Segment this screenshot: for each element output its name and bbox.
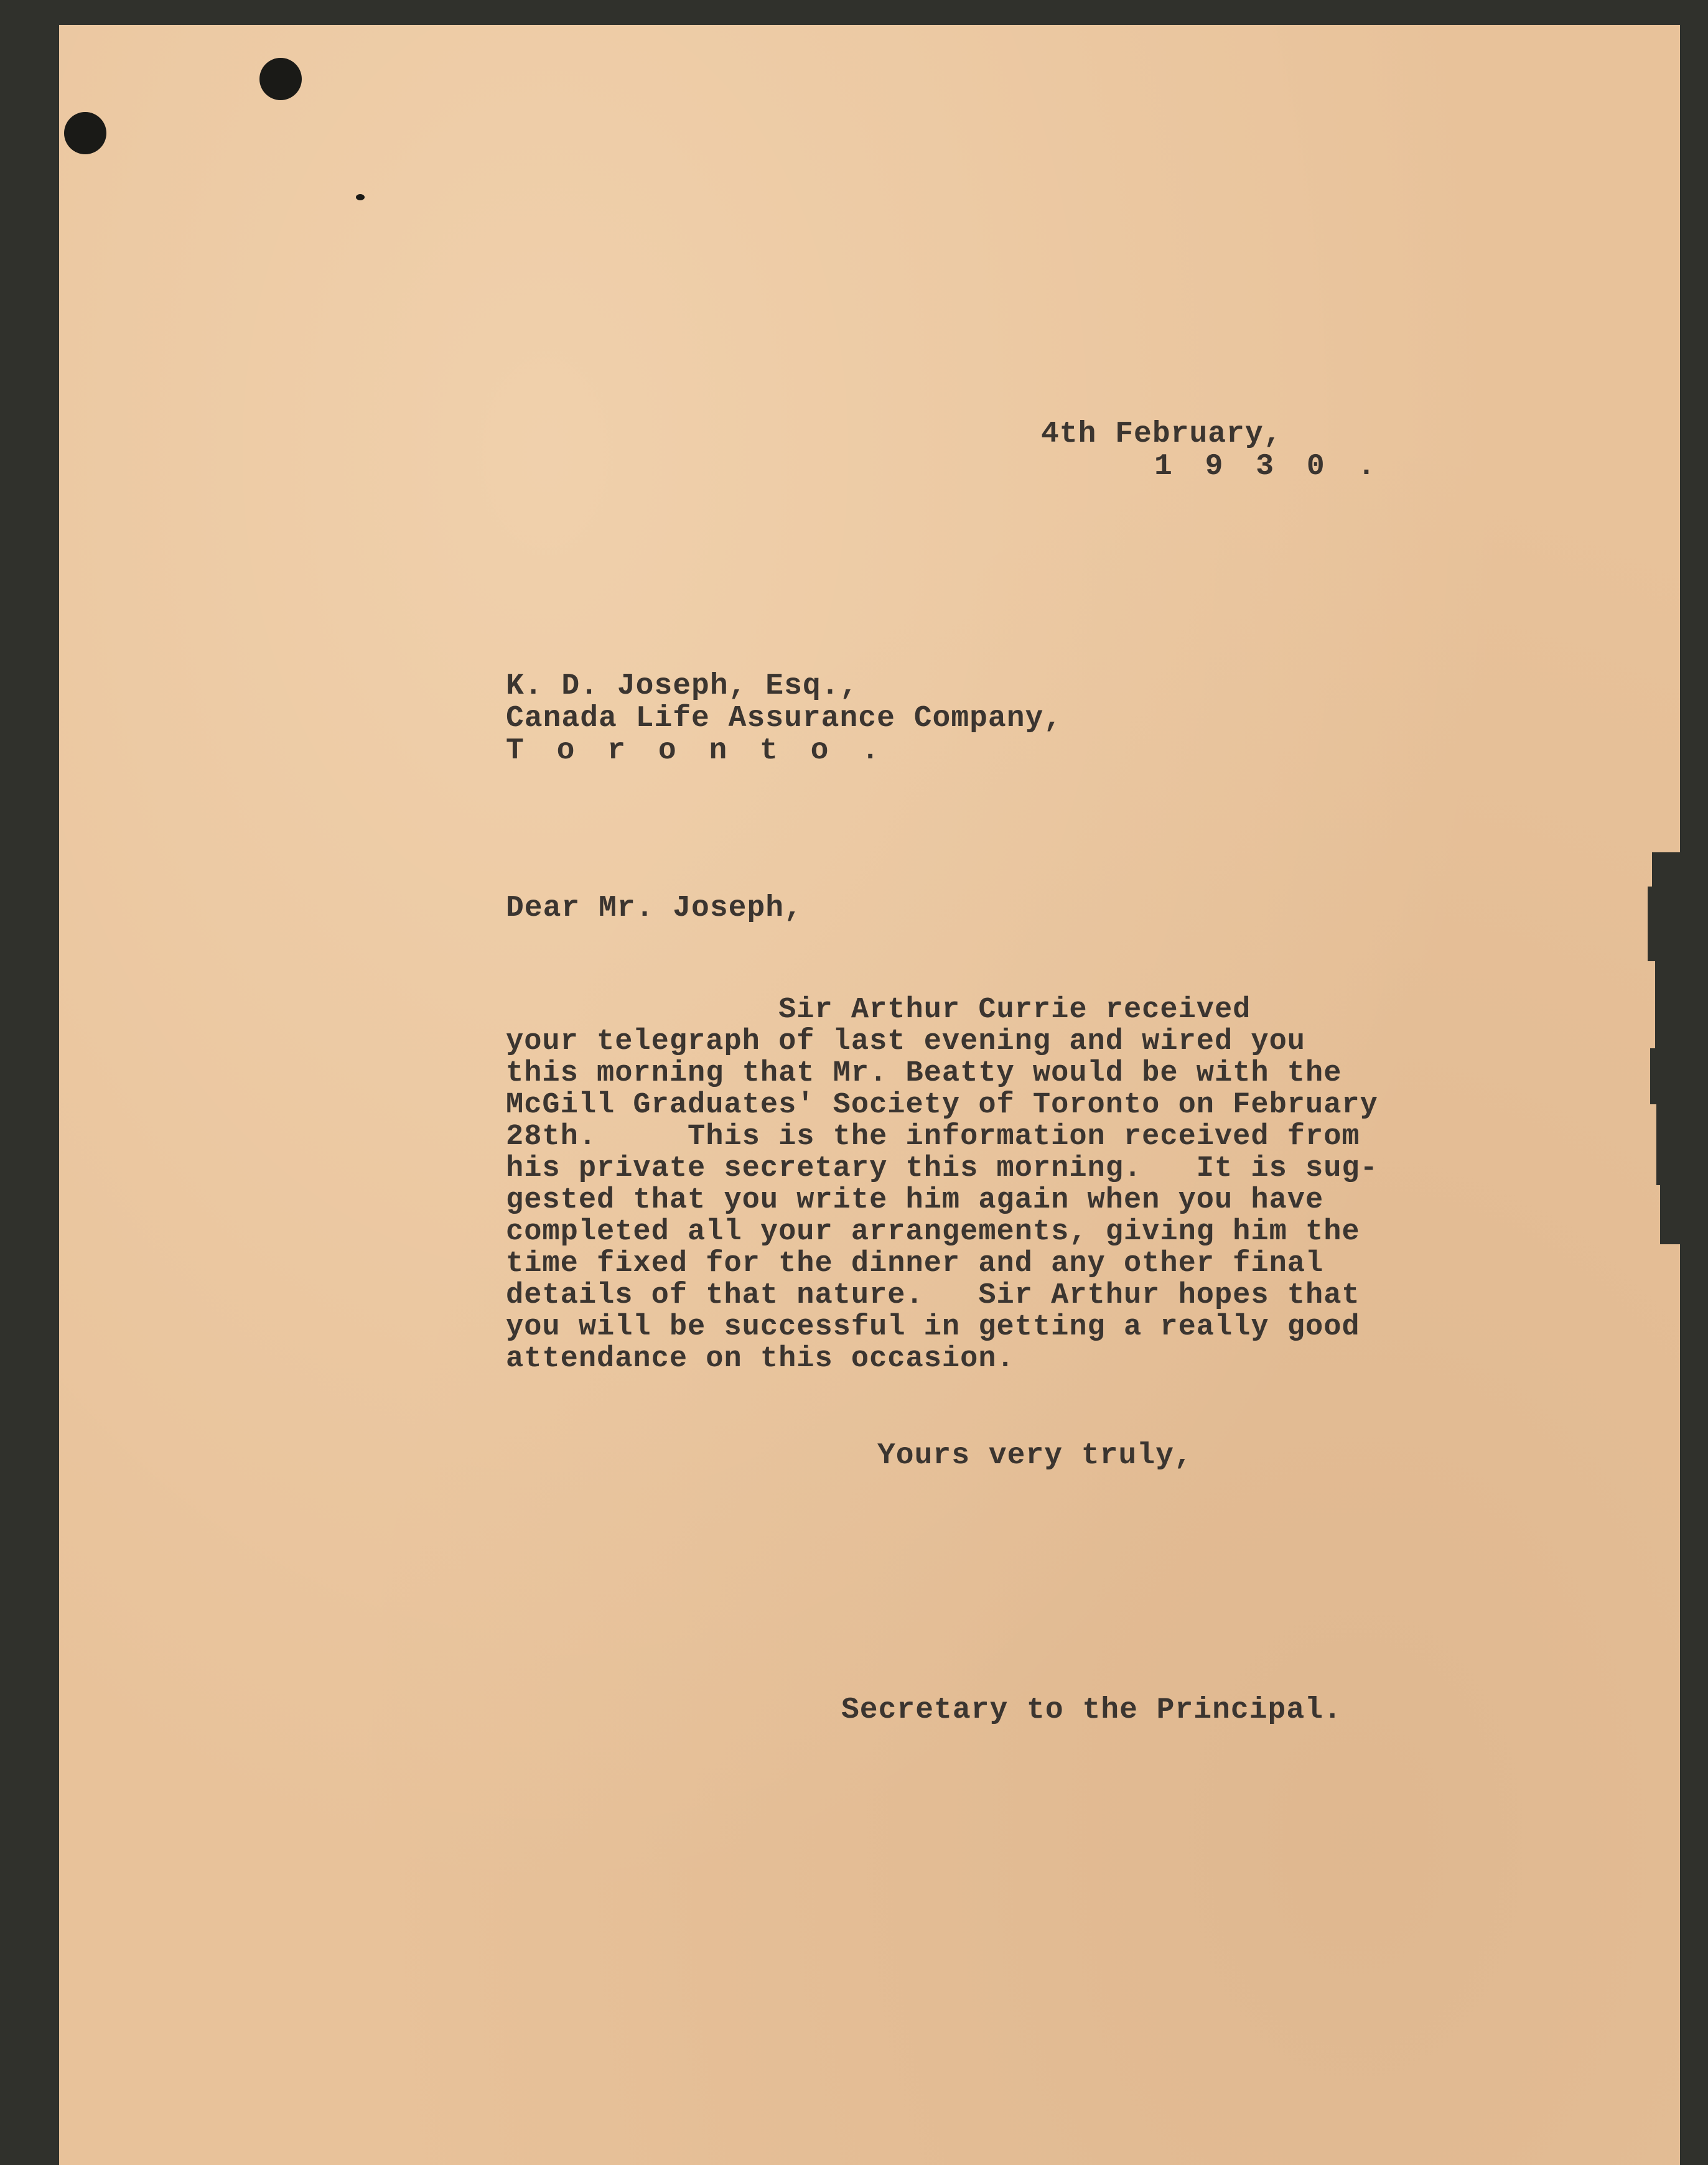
body-line: time fixed for the dinner and any other final: [506, 1247, 1324, 1280]
letter-date: 4th February,: [1041, 417, 1282, 451]
body-line: attendance on this occasion.: [506, 1343, 1015, 1376]
torn-edge: [1650, 1048, 1706, 1104]
body-line: gested that you write him again when you have: [506, 1184, 1324, 1217]
letter-year: 1 9 3 0 .: [1154, 450, 1383, 483]
body-line: completed all your arrangements, giving him the: [506, 1216, 1360, 1249]
body-line: your telegraph of last evening and wired you: [506, 1025, 1306, 1058]
closing: Yours very truly,: [877, 1439, 1193, 1473]
salutation: Dear Mr. Joseph,: [506, 892, 803, 925]
body-line: Sir Arthur Currie received: [506, 994, 1251, 1027]
torn-edge: [1652, 852, 1708, 887]
signature-title: Secretary to the Principal.: [841, 1693, 1342, 1727]
recipient-city: T o r o n t o .: [506, 734, 887, 768]
torn-edge: [1648, 887, 1704, 961]
body-line: McGill Graduates' Society of Toronto on February: [506, 1089, 1378, 1122]
body-line: you will be successful in getting a really good: [506, 1311, 1360, 1344]
punch-hole: [64, 112, 106, 154]
body-line: this morning that Mr. Beatty would be with the: [506, 1057, 1342, 1090]
recipient-name: K. D. Joseph, Esq.,: [506, 669, 859, 703]
recipient-company: Canada Life Assurance Company,: [506, 702, 1063, 735]
punch-hole: [259, 58, 302, 100]
body-line: details of that nature. Sir Arthur hopes that: [506, 1279, 1360, 1312]
body-line: his private secretary this morning. It is sug-: [506, 1152, 1378, 1185]
torn-edge: [1656, 1104, 1708, 1185]
torn-edge: [1660, 1185, 1708, 1244]
body-line: 28th. This is the information received from: [506, 1120, 1360, 1153]
punch-hole: [356, 194, 365, 200]
torn-edge: [1655, 961, 1708, 1048]
